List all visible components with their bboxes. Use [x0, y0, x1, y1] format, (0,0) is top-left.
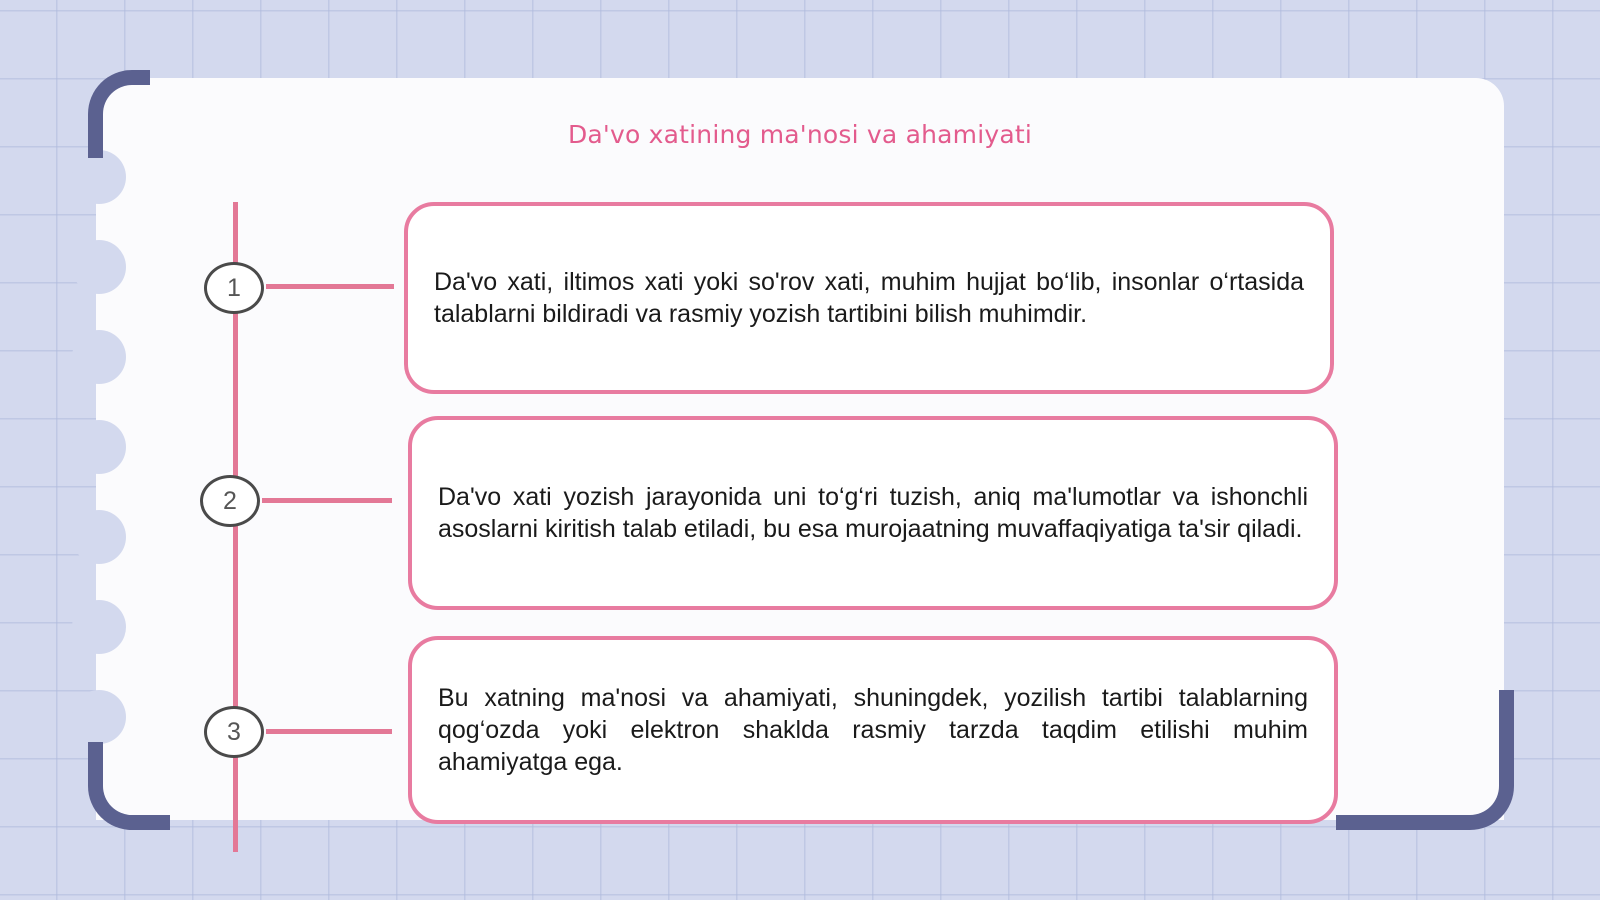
info-card-text: Bu xatning ma'nosi va ahamiyati, shuningdek, yozilish tartibi talablarning qog‘ozda yoki elektron shaklda rasmiy tarzda taqdim etilishi muhim ahamiyatga ega.: [438, 684, 1308, 776]
paper-hole: [72, 600, 126, 654]
paper-hole: [72, 690, 126, 744]
info-card-text: Da'vo xati, iltimos xati yoki so'rov xati, muhim hujjat bo‘lib, insonlar o‘rtasida talablarni bildiradi va rasmiy yozish tartibini bilish muhimdir.: [434, 268, 1304, 328]
corner-bracket-bottom-left: [88, 742, 170, 830]
step-number-circle: 2: [200, 475, 260, 527]
paper-hole: [72, 330, 126, 384]
slide-title: Da'vo xatining ma'nosi va ahamiyati: [567, 120, 1033, 149]
timeline-connector: [266, 284, 394, 289]
timeline-connector: [262, 498, 392, 503]
paper-hole: [72, 150, 126, 204]
paper-hole: [72, 240, 126, 294]
step-number-circle: 1: [204, 262, 264, 314]
corner-bracket-top-left: [88, 70, 150, 158]
info-card: [404, 202, 1334, 394]
corner-bracket-bottom-right: [1336, 690, 1514, 830]
info-card: [408, 416, 1338, 610]
paper-hole: [72, 420, 126, 474]
timeline-connector: [266, 729, 392, 734]
info-card-text: Da'vo xati yozish jarayonida uni to‘g‘ri tuzish, aniq ma'lumotlar va ishonchli asoslarni kiritish talab etiladi, bu esa murojaatning muvaffaqiyatiga ta'sir qiladi.: [438, 483, 1308, 543]
step-number-circle: 3: [204, 706, 264, 758]
paper-hole: [72, 510, 126, 564]
info-card: [408, 636, 1338, 824]
